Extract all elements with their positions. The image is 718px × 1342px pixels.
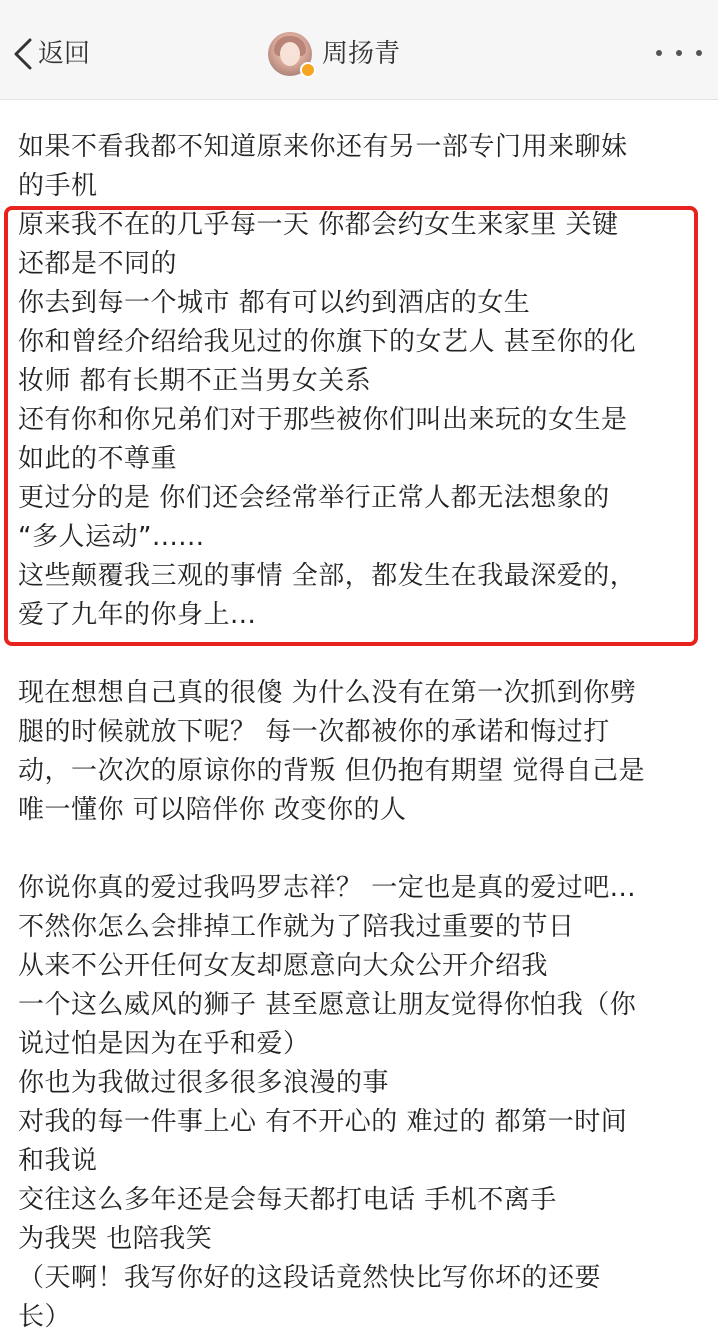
avatar[interactable]	[268, 32, 312, 76]
more-dot	[656, 50, 662, 56]
top-nav-bar	[0, 0, 718, 100]
text-line: 现在想想自己真的很傻 为什么没有在第一次抓到你劈	[18, 678, 637, 708]
text-line: 腿的时候就放下呢？ 每一次都被你的承诺和悔过打	[18, 717, 610, 747]
text-line: 你去到每一个城市 都有可以约到酒店的女生	[18, 288, 531, 318]
text-line: 说过怕是因为在乎和爱）	[18, 1029, 310, 1059]
text-line: 交往这么多年还是会每天都打电话 手机不离手	[18, 1185, 557, 1215]
text-line: 更过分的是 你们还会经常举行正常人都无法想象的	[18, 483, 610, 513]
text-line: “多人运动”......	[18, 522, 205, 552]
paragraph	[18, 674, 700, 830]
paragraph	[18, 128, 700, 206]
text-line: 爱了九年的你身上...	[18, 600, 257, 630]
text-line: 一个这么威风的狮子 甚至愿意让朋友觉得你怕我（你	[18, 990, 637, 1020]
verified-badge-icon	[300, 62, 316, 78]
avatar-face	[280, 42, 300, 66]
paragraph-gap	[18, 635, 700, 674]
text-line: 妆师 都有长期不正当男女关系	[18, 366, 372, 396]
text-line: 还有你和你兄弟们对于那些被你们叫出来玩的女生是	[18, 405, 628, 435]
text-line: 如果不看我都不知道原来你还有另一部专门用来聊妹	[18, 132, 628, 162]
highlighted-paragraph	[18, 206, 700, 635]
profile-header[interactable]	[268, 30, 400, 78]
more-dots-icon[interactable]	[656, 50, 712, 60]
back-label: 返回	[38, 39, 91, 69]
text-line: 唯一懂你 可以陪伴你 改变你的人	[18, 795, 407, 825]
text-line: 的手机	[18, 171, 98, 201]
text-line: 长）	[18, 1302, 72, 1332]
text-line: 和我说	[18, 1146, 98, 1176]
paragraph-gap	[18, 830, 700, 869]
text-line: 你说你真的爱过我吗罗志祥？ 一定也是真的爱过吧...	[18, 873, 637, 903]
text-line: 你也为我做过很多很多浪漫的事	[18, 1068, 390, 1098]
text-line: 这些颠覆我三观的事情 全部，都发生在我最深爱的，	[18, 561, 637, 591]
text-line: 你和曾经介绍给我见过的你旗下的女艺人 甚至你的化	[18, 327, 637, 357]
text-line: 如此的不尊重	[18, 444, 178, 474]
text-line: 还都是不同的	[18, 249, 178, 279]
text-line: 不然你怎么会排掉工作就为了陪我过重要的节日	[18, 912, 575, 942]
text-line: （天啊！我写你好的这段话竟然快比写你坏的还要	[18, 1263, 602, 1293]
text-line: 动，一次次的原谅你的背叛 但仍抱有期望 觉得自己是	[18, 756, 646, 786]
user-name[interactable]: 周扬青	[322, 39, 401, 69]
text-line: 原来我不在的几乎每一天 你都会约女生来家里 关键	[18, 210, 619, 240]
text-line: 为我哭 也陪我笑	[18, 1224, 213, 1254]
more-dot	[696, 50, 702, 56]
back-button[interactable]	[10, 34, 90, 74]
text-line: 从来不公开任何女友却愿意向大众公开介绍我	[18, 951, 549, 981]
chevron-left-icon	[10, 34, 36, 74]
more-dot	[676, 50, 682, 56]
paragraph	[18, 869, 700, 1337]
text-line: 对我的每一件事上心 有不开心的 难过的 都第一时间	[18, 1107, 628, 1137]
post-content	[18, 128, 700, 1337]
